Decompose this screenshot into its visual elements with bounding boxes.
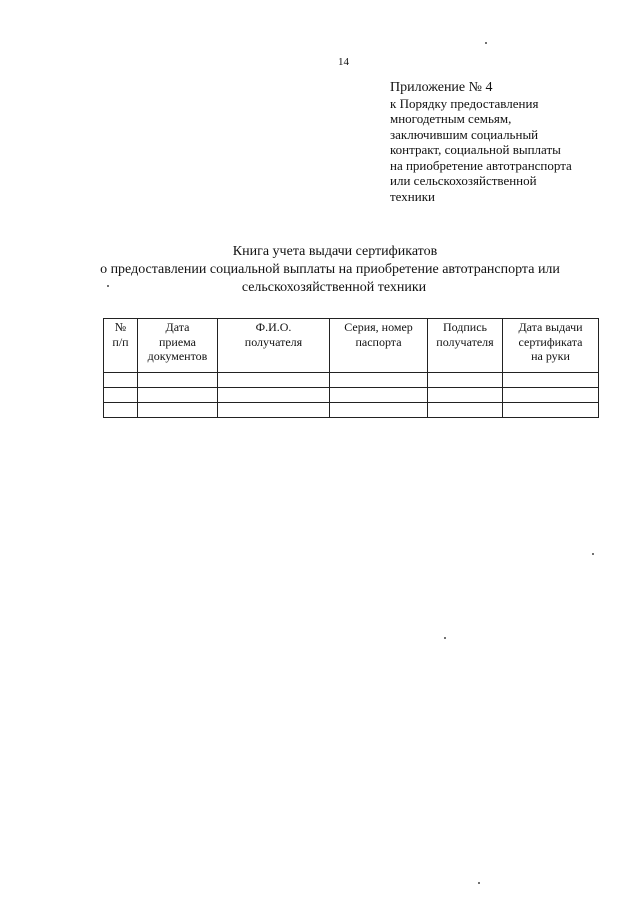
appendix-line: или сельскохозяйственной bbox=[390, 173, 537, 188]
table-row bbox=[104, 388, 599, 403]
table-cell bbox=[104, 388, 138, 403]
scan-speck bbox=[478, 882, 480, 884]
appendix-line: контракт, социальной выплаты bbox=[390, 142, 561, 157]
table-cell bbox=[138, 388, 218, 403]
column-header-date-received: Дата приема документов bbox=[138, 319, 218, 373]
table-cell bbox=[104, 373, 138, 388]
table-cell bbox=[503, 373, 599, 388]
title-line: Книга учета выдачи сертификатов bbox=[232, 244, 438, 259]
table-cell bbox=[330, 373, 428, 388]
column-header-full-name: Ф.И.О. получателя bbox=[218, 319, 330, 373]
appendix-line: на приобретение автотранспорта bbox=[390, 157, 572, 173]
scan-speck bbox=[592, 553, 594, 555]
appendix-line: техники bbox=[390, 188, 435, 204]
page-number: 14 bbox=[338, 56, 349, 68]
scan-speck bbox=[107, 285, 109, 287]
table-cell bbox=[428, 373, 503, 388]
table-cell bbox=[503, 388, 599, 403]
table-cell bbox=[330, 403, 428, 418]
table-row bbox=[104, 403, 599, 418]
scan-speck bbox=[444, 637, 446, 639]
appendix-line: Приложение № 4 bbox=[390, 80, 493, 95]
appendix-line: заключившим социальный bbox=[390, 126, 539, 142]
column-header-passport: Серия, номер паспорта bbox=[330, 319, 428, 373]
table-cell bbox=[138, 373, 218, 388]
table-header-row bbox=[104, 319, 599, 373]
appendix-line: многодетным семьям, bbox=[390, 111, 512, 126]
table-cell bbox=[138, 403, 218, 418]
table-cell bbox=[330, 388, 428, 403]
title-line: о предоставлении социальной выплаты на приобретение автотранспорта или bbox=[100, 262, 560, 277]
scan-speck bbox=[485, 42, 487, 44]
table-cell bbox=[218, 403, 330, 418]
table-cell bbox=[218, 388, 330, 403]
document-title bbox=[60, 243, 600, 297]
table-cell bbox=[503, 403, 599, 418]
title-line: сельскохозяйственной техники bbox=[241, 280, 427, 295]
appendix-line: к Порядку предоставления bbox=[390, 95, 539, 111]
certificate-register-table bbox=[103, 318, 599, 418]
column-header-signature: Подпись получателя bbox=[428, 319, 503, 373]
appendix-header bbox=[390, 80, 620, 204]
table-cell bbox=[218, 373, 330, 388]
table-cell bbox=[428, 403, 503, 418]
table-row bbox=[104, 373, 599, 388]
column-header-issue-date: Дата выдачи сертификата на руки bbox=[503, 319, 599, 373]
table-cell bbox=[428, 388, 503, 403]
table-cell bbox=[104, 403, 138, 418]
column-header-number: № п/п bbox=[104, 319, 138, 373]
